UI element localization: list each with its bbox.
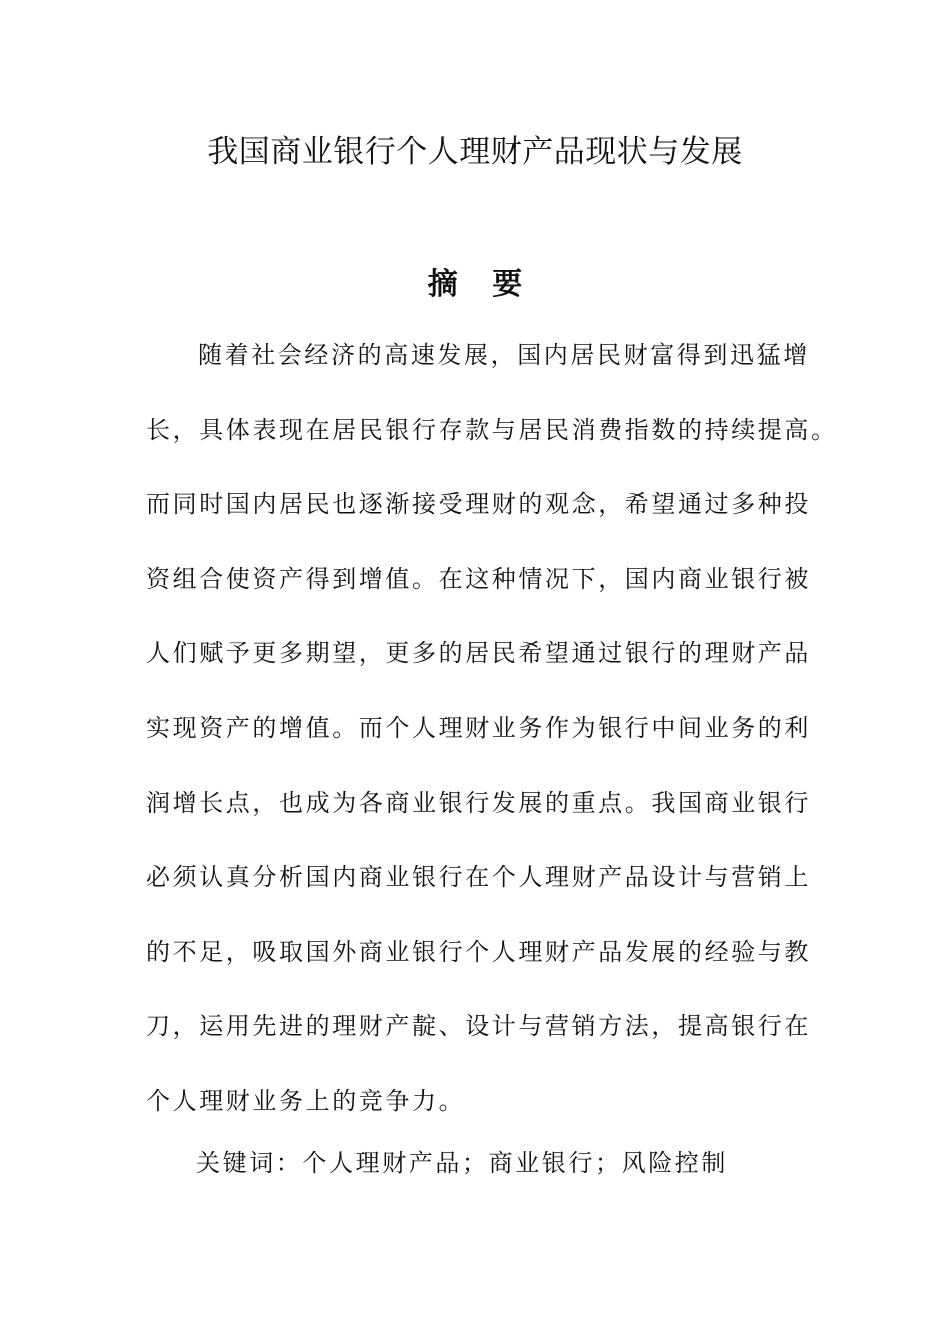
keywords-line: 关键词：个人理财产品；商业银行；风险控制: [196, 1149, 728, 1177]
abstract-line: 的不足，吸取国外商业银行个人理财产品发展的经验与教: [146, 937, 811, 966]
abstract-line: 个人理财业务上的竞争力。: [146, 1086, 466, 1115]
abstract-line: 而同时国内居民也逐渐接受理财的观念，希望通过多种投: [146, 490, 811, 519]
abstract-line: 资组合使资产得到增值。在这种情况下，国内商业银行被: [146, 564, 811, 593]
abstract-line: 随着社会经济的高速发展，国内居民财富得到迅猛增: [198, 341, 810, 369]
abstract-line: 长，具体表现在居民银行存款与居民消费指数的持续提高。: [146, 415, 838, 444]
abstract-line: 人们赋予更多期望，更多的居民希望通过银行的理财产品: [146, 639, 811, 668]
document-title: 我国商业银行个人理财产品现状与发展: [207, 134, 743, 170]
abstract-body: [146, 332, 838, 1153]
abstract-line: 必须认真分析国内商业银行在个人理财产品设计与营销上: [146, 863, 811, 892]
abstract-heading: 摘 要: [427, 267, 535, 302]
abstract-line: 润增长点，也成为各商业银行发展的重点。我国商业银行: [146, 788, 811, 817]
abstract-line: 实现资产的增值。而个人理财业务作为银行中间业务的利: [146, 713, 811, 742]
abstract-line: 刀，运用先进的理财产靛、设计与营销方法，提高银行在: [146, 1012, 811, 1041]
